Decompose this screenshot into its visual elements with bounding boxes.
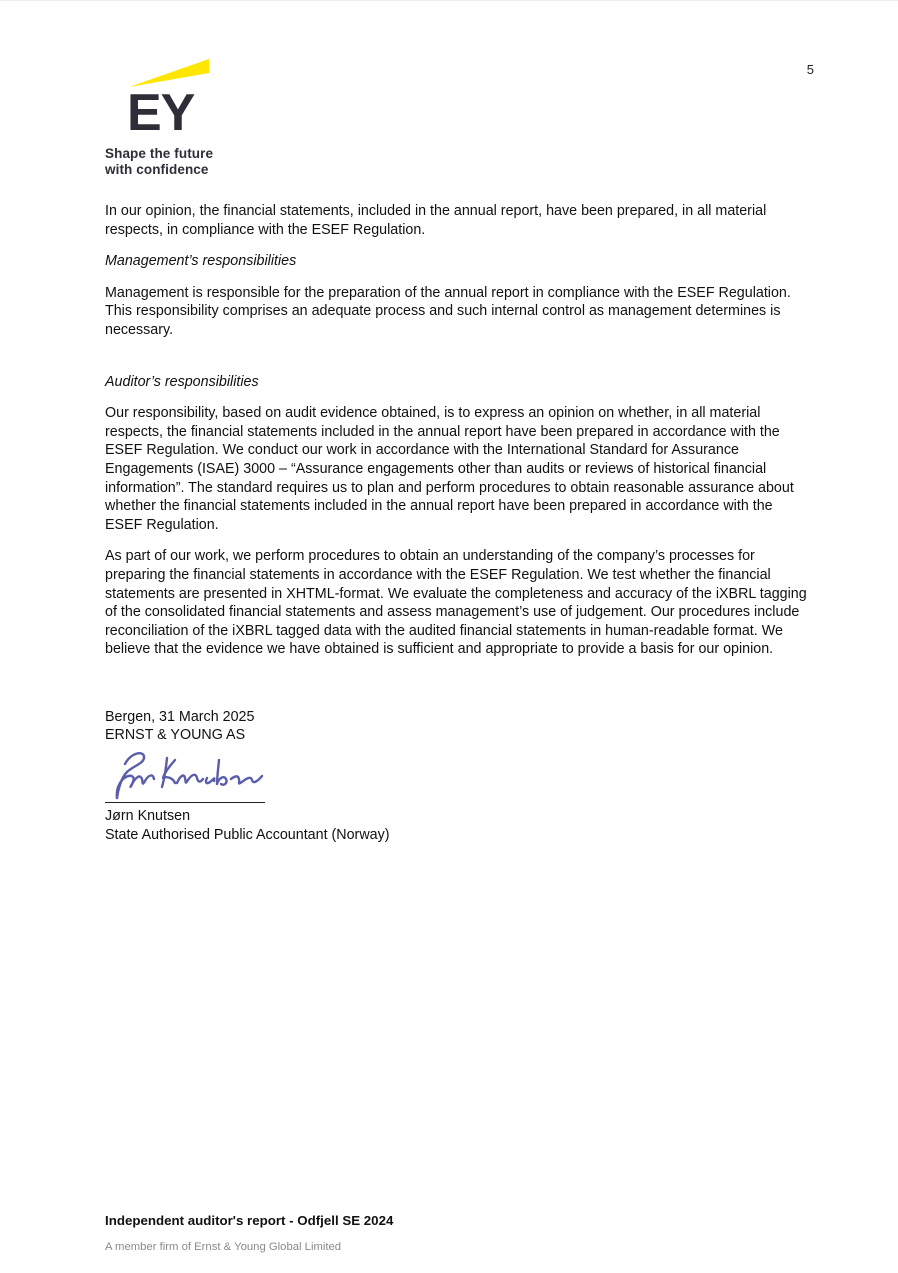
ey-tagline-line1: Shape the future (105, 146, 214, 161)
management-responsibilities-heading: Management’s responsibilities (105, 253, 297, 270)
report-body (105, 202, 808, 844)
ey-tagline (105, 146, 235, 178)
ey-logo (105, 56, 235, 178)
management-paragraph: Management is responsible for the preparation of the annual report in compliance with the ESEF Regulation. This responsibility comprises an adequate process and such internal control as management determines is necessary. (105, 284, 791, 338)
opinion-paragraph: In our opinion, the financial statements, included in the annual report, have been prepared, in all material respects, in compliance with the ESEF Regulation. (105, 203, 767, 238)
signature-image (111, 748, 808, 800)
ey-tagline-line2: with confidence (105, 162, 209, 177)
footer-member-firm: A member firm of Ernst & Young Global Limited (105, 1241, 342, 1253)
auditor-paragraph-2: As part of our work, we perform procedures to obtain an understanding of the company’s processes for preparing the financial statements in accordance with the ESEF Regulation. We test whether the financial statements are presented in XHTML-format. We evaluate the completeness and accuracy of the iXBRL tagging of the consolidated financial statements and assess management’s use of judgement. Our procedures include reconciliation of the iXBRL tagged data with the audited financial statements in human-readable format. We believe that the evidence we have obtained is sufficient and appropriate to provide a basis for our opinion. (105, 548, 807, 658)
ey-wordmark: EY (127, 84, 195, 142)
signature-line (105, 802, 265, 803)
place-date: Bergen, 31 March 2025 (105, 708, 255, 725)
signer-name: Jørn Knutsen (105, 808, 191, 825)
signature-block (105, 708, 808, 844)
auditor-paragraph-1: Our responsibility, based on audit evidence obtained, is to express an opinion on whether, in all material respects, the financial statements included in the annual report have been prepared in accordance with the ESEF Regulation. We conduct our work in accordance with the International Standard for Assurance Engagements (ISAE) 3000 – “Assurance engagements other than audits or reviews of historical financial information”. The standard requires us to plan and perform procedures to obtain reasonable assurance about whether the financial statements included in the annual report have been prepared in accordance with the ESEF Regulation. (105, 405, 794, 533)
firm-name: ERNST & YOUNG AS (105, 727, 246, 744)
signer-title: State Authorised Public Accountant (Norway) (105, 826, 390, 843)
footer-report-title: Independent auditor's report - Odfjell SE 2024 (105, 1213, 394, 1228)
page-number: 5 (806, 62, 814, 77)
auditor-responsibilities-heading: Auditor’s responsibilities (105, 373, 259, 390)
